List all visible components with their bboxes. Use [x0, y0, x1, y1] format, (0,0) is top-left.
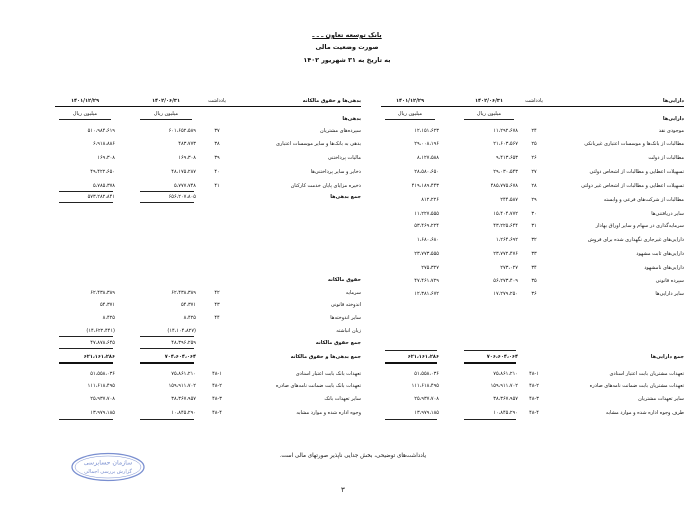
asset-row-3-current: ۹،۴۱۳،۶۵۳ — [495, 155, 518, 161]
liability-commitment-4-previous: ۱۳،۹۷۹،۱۸۵ — [90, 410, 115, 416]
liab-total-under-current — [140, 202, 194, 203]
right-header-rule — [381, 106, 684, 107]
left-section-label: بدهی‌ها — [342, 116, 361, 122]
equity-row-2-label: اندوخته قانونی — [330, 302, 361, 308]
liability-commitment-2-label: تعهدات بانک بابت ضمانت نامه‌های صادره — [275, 383, 361, 389]
asset-row-2-note: ۲۵ — [531, 141, 537, 147]
liability-row-4-note: ۴۰ — [214, 169, 220, 175]
right-col-current: ۱۴۰۲/۰۶/۳۱ — [474, 98, 504, 104]
equity-row-4-current: (۱۴،۱۰۴،۸۲۷) — [167, 328, 196, 334]
liability-row-5-note: ۴۱ — [214, 183, 220, 189]
left-unit-rule-current — [140, 119, 192, 120]
equity-total-label: جمع حقوق مالکانه — [315, 340, 361, 346]
asset-row-8-label: سرمایه‌گذاری در سهام و سایر اوراق بهادار — [595, 223, 684, 229]
asset-row-1-label: موجودی نقد — [658, 128, 684, 134]
equity-total-rule-current — [140, 336, 194, 337]
asset-row-11-current: ۲۷۳،۰۲۷ — [500, 265, 518, 271]
asset-row-8-note: ۳۱ — [531, 223, 537, 229]
asset-row-10-current: ۲۳،۷۷۲،۴۷۶ — [493, 251, 518, 257]
asset-row-13-current: ۱۷،۲۷۹،۲۵۰ — [493, 291, 518, 297]
equity-row-1-current: ۶۲،۴۳۸،۳۸۹ — [171, 290, 196, 296]
equity-row-2-note: ۴۳ — [214, 302, 220, 308]
left-col-current: ۱۴۰۲/۰۶/۳۱ — [151, 98, 181, 104]
liability-commitment-2-note: ۴۸-۲ — [212, 383, 222, 389]
bank-name: بانک توسعه تعاون ـ ـ ـ — [312, 31, 382, 39]
right-col-note: یادداشت — [525, 98, 543, 104]
right-section-label: دارایی‌ها — [662, 116, 684, 122]
asset-total-rule-previous — [385, 350, 437, 351]
left-unit-rule-previous — [59, 119, 111, 120]
asset-commitment-2-label: تعهدات مشتریان بابت ضمانت نامه‌های صادره — [589, 383, 684, 389]
asset-row-7-label: سایر دریافتنی‌ها — [651, 211, 684, 217]
equity-row-2-current: ۵۴،۳۷۱ — [180, 302, 196, 308]
asset-row-3-label: مطالبات از دولت — [648, 155, 684, 161]
asset-row-12-label: سپرده قانونی — [655, 278, 684, 284]
liability-commitment-1-previous: ۵۱،۵۵۸،۰۳۶ — [90, 371, 115, 377]
equity-row-3-label: سایر اندوخته‌ها — [330, 315, 361, 321]
asset-row-8-current: ۴۳،۲۲۵،۶۴۴ — [493, 223, 518, 229]
equity-row-3-previous: ۸،۴۲۵ — [102, 315, 115, 321]
asset-row-9-note: ۳۲ — [531, 237, 537, 243]
liability-row-1-previous: ۵۱۰،۹۸۴،۶۱۹ — [87, 128, 115, 134]
liability-row-4-previous: ۴۹،۴۲۲،۶۵۰ — [90, 169, 115, 175]
asset-row-4-label: تسهیلات اعطایی و مطالبات از اشخاص دولتی — [589, 169, 684, 175]
equity-row-2-previous: ۵۴،۳۷۱ — [99, 302, 115, 308]
liability-commitment-2-previous: ۱۱۱،۶۱۸،۴۹۵ — [87, 383, 115, 389]
equity-total-under-previous — [59, 348, 113, 349]
left-col-previous: ۱۴۰۱/۱۲/۲۹ — [70, 98, 100, 104]
liability-row-2-previous: ۶،۹۱۸،۸۸۶ — [92, 141, 115, 147]
right-unit-previous: میلیون ریال — [397, 111, 423, 117]
statement-title: صورت وضعیت مالی — [315, 43, 379, 51]
asset-row-12-current: ۵۶،۲۷۳،۴۰۹ — [493, 278, 518, 284]
equity-row-1-previous: ۶۲،۴۳۸،۳۸۹ — [90, 290, 115, 296]
liability-row-5-current: ۵،۷۷۷،۷۴۸ — [173, 183, 196, 189]
asset-total-double-current — [464, 362, 516, 364]
asset-total-double-previous — [385, 362, 437, 364]
equity-row-4-label: زیان انباشته — [336, 328, 361, 334]
right-unit-rule-current — [464, 119, 514, 120]
liability-row-5-label: ذخیره مزایای پایان خدمت کارکنان — [290, 183, 361, 189]
asset-commit-rule-previous — [385, 419, 437, 420]
left-unit-previous: میلیون ریال — [72, 111, 98, 117]
asset-commitment-4-note: ۴۸-۴ — [529, 410, 539, 416]
grand-total-label: جمع بدهی‌ها و حقوق مالکانه — [290, 354, 361, 360]
left-col-title: بدهی‌ها و حقوق مالکانه — [302, 98, 361, 104]
asset-commitment-3-previous: ۲۵،۹۳۷،۷۰۸ — [414, 396, 439, 402]
asset-commitment-4-current: ۱۰،۸۴۵،۲۹۰ — [493, 410, 518, 416]
asset-row-10-label: دارایی‌های ثابت مشهود — [636, 251, 684, 257]
asset-row-5-previous: ۴۱۹،۱۸۹،۴۴۳ — [411, 183, 439, 189]
grand-total-double-previous — [59, 362, 113, 364]
asset-row-1-previous: ۱۲،۱۵۱،۶۲۳ — [414, 128, 439, 134]
asset-total-label: جمع دارایی‌ها — [650, 354, 684, 360]
liability-commitment-1-current: ۷۵،۸۶۱،۲۱۰ — [171, 371, 196, 377]
stamp-line-2: گزارش بررسی اجمالی — [84, 469, 132, 475]
asset-row-6-previous: ۸۱۲،۲۲۶ — [421, 197, 439, 203]
equity-total-current: ۴۸،۳۹۶،۲۵۹ — [171, 340, 196, 346]
asset-row-12-note: ۳۵ — [531, 278, 537, 284]
asset-row-5-current: ۴۸۵،۷۷۵،۶۷۸ — [490, 183, 518, 189]
liability-row-2-label: بدهی به بانک‌ها و سایر موسسات اعتباری — [275, 141, 361, 147]
asset-commit-rule-current — [464, 419, 516, 420]
asset-row-7-note: ۳۰ — [531, 211, 537, 217]
audit-stamp — [70, 452, 146, 486]
asset-row-4-note: ۲۷ — [531, 169, 537, 175]
asset-row-1-note: ۲۴ — [531, 128, 537, 134]
grand-total-current: ۷۰۴،۶۰۴،۰۶۴ — [164, 354, 196, 360]
liability-commitment-3-label: سایر تعهدات بانک — [324, 396, 361, 402]
asset-row-4-current: ۲۹،۰۳۰،۵۴۳ — [493, 169, 518, 175]
right-col-title: دارایی‌ها — [662, 98, 684, 104]
asset-commitment-1-previous: ۵۱،۵۵۸،۰۳۶ — [414, 371, 439, 377]
liability-row-3-label: مالیات پرداختنی — [327, 155, 361, 161]
grand-total-previous: ۶۲۱،۱۶۱،۲۸۶ — [83, 354, 115, 360]
asset-row-1-current: ۱۱،۲۹۲،۶۷۸ — [493, 128, 518, 134]
asset-row-10-previous: ۲۳،۷۷۳،۵۵۵ — [414, 251, 439, 257]
stamp-line-1: سازمان حسابرسی — [83, 459, 133, 467]
equity-row-1-label: سرمایه — [345, 290, 361, 296]
asset-commitment-2-note: ۴۸-۲ — [529, 383, 539, 389]
right-unit-rule-previous — [385, 119, 435, 120]
asset-row-2-previous: ۲۹،۰۰۸،۱۹۶ — [414, 141, 439, 147]
right-col-previous: ۱۴۰۱/۱۲/۲۹ — [395, 98, 425, 104]
liability-commitment-4-current: ۱۰،۸۴۵،۲۹۰ — [171, 410, 196, 416]
grand-total-double-current — [140, 362, 194, 364]
asset-row-7-previous: ۱۱،۲۲۷،۵۵۵ — [414, 211, 439, 217]
footnote: یادداشت‌های توضیحی، بخش جدایی ناپذیر صورتهای مالی است. — [279, 453, 426, 459]
liab-total-under-previous — [59, 202, 113, 203]
asset-row-5-label: تسهیلات اعطایی و مطالبات از اشخاص غیر دولتی — [581, 183, 684, 189]
liability-row-3-previous: ۱۶۹،۳۰۸ — [97, 155, 115, 161]
asset-total-current: ۷۰۶،۶۰۴،۰۶۴ — [486, 354, 518, 360]
asset-commitment-1-label: تعهدات مشتریان بابت اعتبار اسنادی — [609, 371, 684, 377]
asset-row-9-label: دارایی‌های غیرجاری نگهداری شده برای فروش — [587, 237, 684, 243]
asset-row-6-label: مطالبات از شرکت‌های فرعی و وابسته — [603, 197, 684, 203]
asset-row-5-note: ۲۸ — [531, 183, 537, 189]
liab-commit-rule-previous — [59, 419, 113, 420]
liability-row-4-current: ۴۸،۱۷۵،۲۸۷ — [171, 169, 196, 175]
equity-row-3-note: ۴۴ — [214, 315, 220, 321]
left-header-rule — [55, 106, 361, 107]
liability-row-3-current: ۱۶۹،۳۰۸ — [178, 155, 196, 161]
asset-total-previous: ۶۲۱،۱۶۱،۲۸۶ — [407, 354, 439, 360]
asset-commitment-1-note: ۴۸-۱ — [529, 371, 539, 377]
asset-row-12-previous: ۴۷،۴۶۱،۷۲۹ — [414, 278, 439, 284]
liability-commitment-2-current: ۱۵۹،۹۱۱،۷۰۲ — [168, 383, 196, 389]
asset-row-8-previous: ۵۳،۴۶۹،۲۲۴ — [414, 223, 439, 229]
asset-commitment-3-note: ۴۸-۳ — [529, 396, 539, 402]
asset-commitment-4-previous: ۱۳،۹۷۹،۱۸۵ — [414, 410, 439, 416]
liab-total-rule-previous — [59, 191, 113, 192]
asset-row-7-current: ۱۵،۴۰۴،۷۷۲ — [493, 211, 518, 217]
liab-commit-rule-current — [140, 419, 194, 420]
statement-date: به تاریخ به ۳۱ شهریور ۱۴۰۲ — [303, 56, 391, 64]
asset-row-9-current: ۱،۲۶۴،۶۹۲ — [495, 237, 518, 243]
liability-commitment-1-note: ۴۸-۱ — [212, 371, 222, 377]
asset-row-13-label: سایر دارایی‌ها — [655, 291, 684, 297]
page-number: ۳ — [341, 486, 345, 494]
asset-commitment-3-current: ۳۸،۳۶۷،۹۵۷ — [493, 396, 518, 402]
asset-row-2-label: مطالبات از بانک‌ها و موسسات اعتباری غیربانکی — [584, 141, 684, 147]
asset-row-11-previous: ۲۷۵،۳۲۷ — [421, 265, 439, 271]
asset-total-rule-current — [464, 350, 516, 351]
liability-commitment-1-label: تعهدات بانک بابت اعتبار اسنادی — [295, 371, 361, 377]
asset-row-4-previous: ۲۸،۵۸۰،۶۵۰ — [414, 169, 439, 175]
asset-commitment-1-current: ۷۵،۸۶۱،۲۱۰ — [493, 371, 518, 377]
asset-commitment-4-label: طرف وجوه اداره شده و موارد مشابه — [605, 410, 684, 416]
liability-commitment-3-previous: ۲۵،۹۳۷،۷۰۸ — [90, 396, 115, 402]
liability-row-3-note: ۳۹ — [214, 155, 220, 161]
liability-commitment-3-current: ۳۸،۳۶۷،۹۵۷ — [171, 396, 196, 402]
asset-row-3-note: ۲۶ — [531, 155, 537, 161]
liability-row-1-label: سپرده‌های مشتریان — [320, 128, 361, 134]
right-unit-current: میلیون ریال — [476, 111, 502, 117]
liability-commitment-4-label: وجوه اداره شده و موارد مشابه — [296, 410, 361, 416]
equity-total-rule-previous — [59, 336, 113, 337]
equity-row-3-current: ۸،۴۲۵ — [183, 315, 196, 321]
liability-row-4-label: ذخایر و سایر پرداختنی‌ها — [310, 169, 361, 175]
liability-row-1-current: ۶۰۱،۶۵۲،۵۸۹ — [168, 128, 196, 134]
equity-total-under-current — [140, 348, 194, 349]
asset-row-2-current: ۲۱،۶۰۳،۵۶۷ — [493, 141, 518, 147]
asset-row-11-note: ۳۴ — [531, 265, 537, 271]
asset-commitment-2-previous: ۱۱۱،۶۱۸،۴۹۵ — [411, 383, 439, 389]
asset-row-13-note: ۳۶ — [531, 291, 537, 297]
liability-total-current: ۶۵۶،۲۰۷،۸۰۵ — [168, 194, 196, 200]
liab-total-rule-current — [140, 191, 194, 192]
liability-commitment-3-note: ۴۸-۳ — [212, 396, 222, 402]
left-unit-current: میلیون ریال — [153, 111, 179, 117]
equity-row-4-previous: (۱۴،۶۲۲،۴۴۱) — [86, 328, 115, 334]
asset-row-3-previous: ۸،۱۲۷،۵۸۸ — [416, 155, 439, 161]
asset-row-6-current: ۲۴۴،۵۸۷ — [500, 197, 518, 203]
equity-section-label: حقوق مالکانه — [327, 277, 361, 283]
liability-total-label: جمع بدهی‌ها — [330, 194, 361, 200]
liability-total-previous: ۵۷۳،۲۸۲،۸۴۱ — [87, 194, 115, 200]
equity-total-previous: ۴۷،۸۷۸،۶۴۵ — [90, 340, 115, 346]
liability-row-2-current: ۴۸۳،۷۷۳ — [178, 141, 196, 147]
asset-row-9-previous: ۱،۶۸۰،۶۸۰ — [416, 237, 439, 243]
asset-commitment-2-current: ۱۵۹،۹۱۱،۷۰۲ — [490, 383, 518, 389]
left-col-note: یادداشت — [208, 98, 226, 104]
liability-row-2-note: ۳۸ — [214, 141, 220, 147]
asset-row-11-label: دارایی‌های نامشهود — [644, 265, 684, 271]
equity-row-1-note: ۴۲ — [214, 290, 220, 296]
asset-row-10-note: ۳۳ — [531, 251, 537, 257]
stamp-graphic — [70, 452, 146, 482]
liability-commitment-4-note: ۴۸-۴ — [212, 410, 222, 416]
asset-row-6-note: ۲۹ — [531, 197, 537, 203]
liability-row-1-note: ۳۷ — [214, 128, 220, 134]
liability-row-5-previous: ۵،۷۸۵،۳۷۸ — [92, 183, 115, 189]
asset-commitment-3-label: سایر تعهدات مشتریان — [638, 396, 684, 402]
asset-row-13-previous: ۱۲،۳۸۱،۶۷۲ — [414, 291, 439, 297]
